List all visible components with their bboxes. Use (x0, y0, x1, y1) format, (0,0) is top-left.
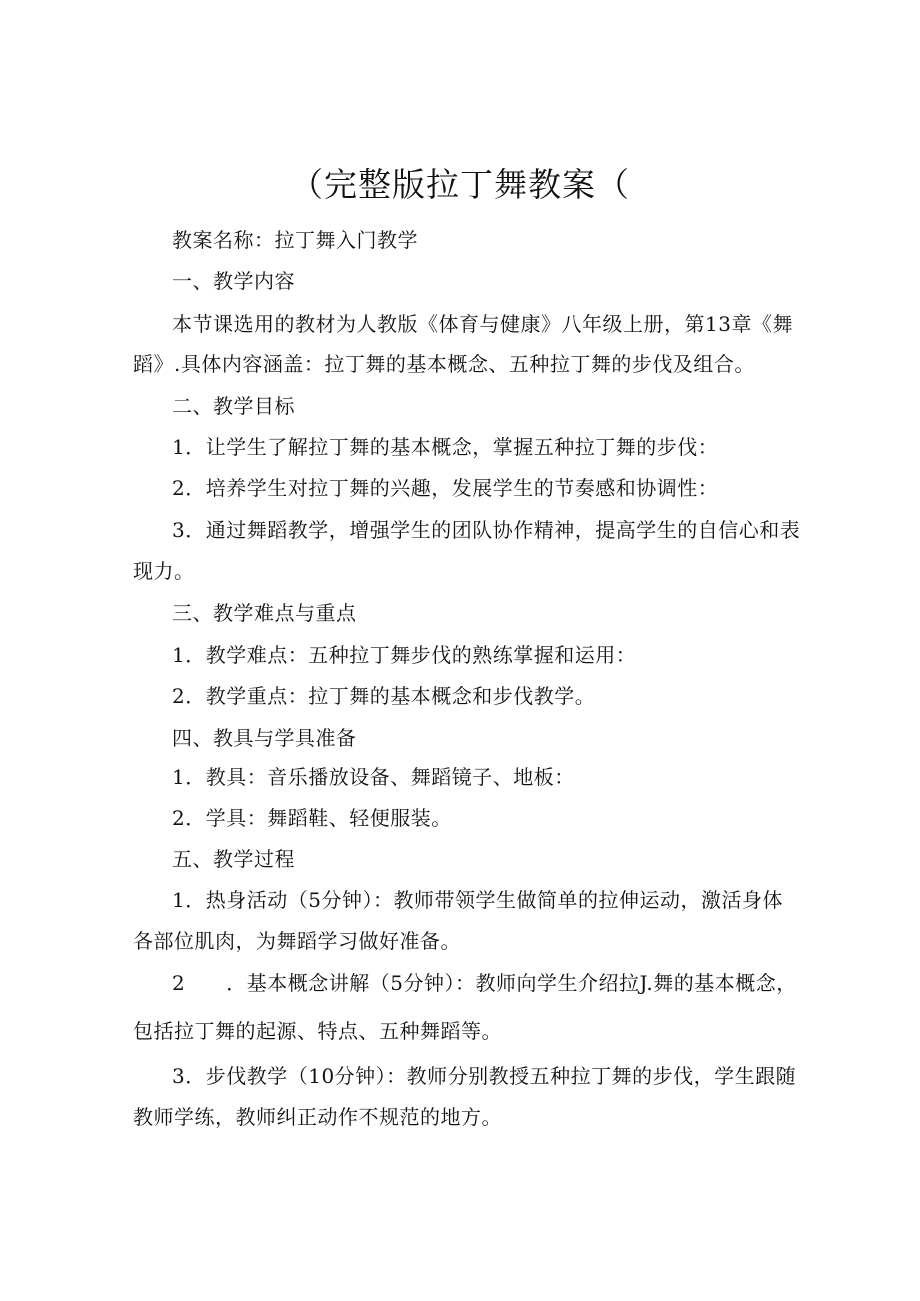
section-2-item-3-line-1: 3．通过舞蹈教学，增强学生的团队协作精神，提高学生的自信心和表 (172, 518, 801, 542)
section-3-item-1: 1．教学难点：五种拉丁舞步伐的熟练掌握和运用： (172, 643, 637, 667)
section-5-item-1-line-1: 1．热身活动（5分钟）：教师带领学生做简单的拉伸运动，激活身体 (172, 888, 783, 912)
section-5-item-3-line-1: 3．步伐教学（10分钟）：教师分别教授五种拉丁舞的步伐，学生跟随 (172, 1064, 797, 1088)
section-5-item-3-line-2: 教师学练，教师纠正动作不规范的地方。 (133, 1105, 502, 1129)
section-5-item-2-line-1: 2 ．基本概念讲解（5分钟）：教师向学生介绍拉J.舞的基本概念， (172, 971, 797, 995)
section-2-item-2: 2．培养学生对拉丁舞的兴趣，发展学生的节奏感和协调性： (172, 476, 719, 500)
section-1-heading: 一、教学内容 (172, 269, 295, 293)
section-2-heading: 二、教学目标 (172, 394, 295, 418)
section-2-item-1: 1．让学生了解拉丁舞的基本概念，掌握五种拉丁舞的步伐： (172, 435, 719, 459)
section-4-item-2: 2．学具：舞蹈鞋、轻便服装。 (172, 806, 452, 830)
section-5-heading: 五、教学过程 (172, 847, 295, 871)
section-1-text-line-1: 本节课选用的教材为人教版《体育与健康》八年级上册，第13章《舞 (172, 312, 793, 336)
section-4-item-1: 1．教具：音乐播放设备、舞蹈镜子、地板： (172, 765, 575, 789)
section-1-text-line-2: 蹈》.具体内容涵盖：拉丁舞的基本概念、五种拉丁舞的步伐及组合。 (133, 352, 755, 376)
section-4-heading: 四、教具与学具准备 (172, 726, 357, 750)
section-2-item-3-line-2: 现力。 (133, 559, 195, 583)
section-3-heading: 三、教学难点与重点 (172, 601, 357, 625)
section-3-item-2: 2．教学重点：拉丁舞的基本概念和步伐教学。 (172, 684, 596, 708)
section-5-item-2-line-2: 包括拉丁舞的起源、特点、五种舞蹈等。 (133, 1019, 502, 1043)
document-title: （完整版拉丁舞教案（ (290, 165, 630, 204)
lesson-name: 教案名称：拉丁舞入门教学 (172, 228, 418, 252)
section-5-item-1-line-2: 各部位肌肉，为舞蹈学习做好准备。 (133, 929, 461, 953)
